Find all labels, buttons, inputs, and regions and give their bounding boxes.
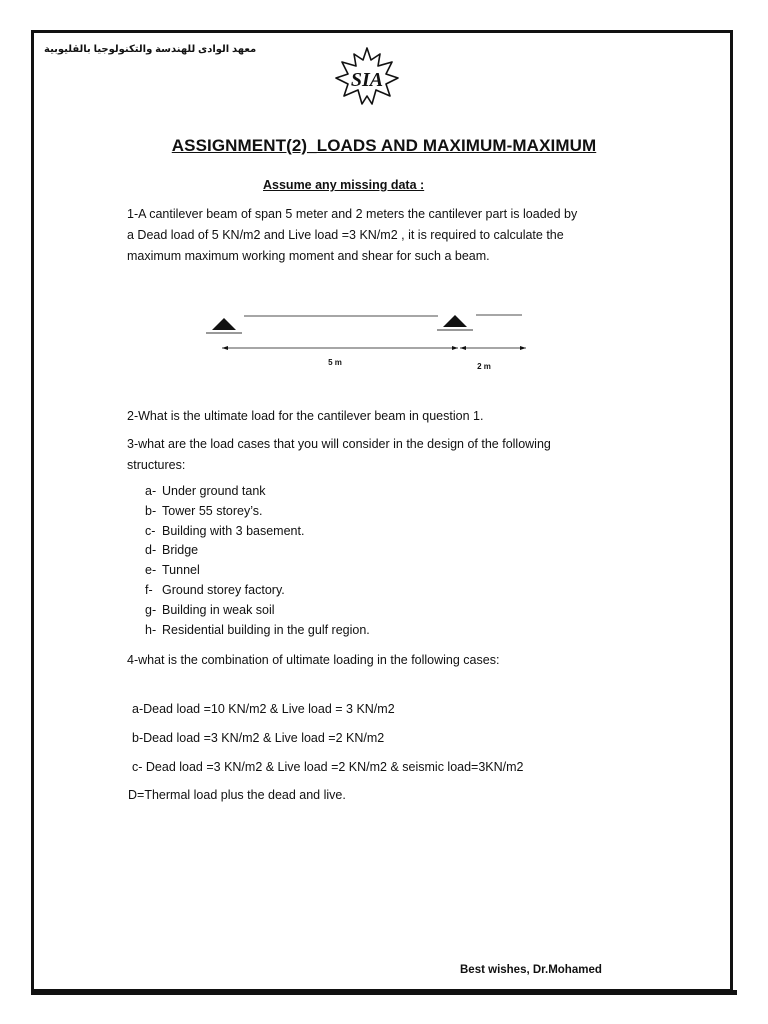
list-marker: h- (145, 622, 157, 637)
right-support-icon (443, 315, 467, 327)
assume-note: Assume any missing data : (263, 178, 425, 192)
page-border (31, 30, 733, 992)
question-3: 3-what are the load cases that you will consider in the design of the following structures: (127, 437, 551, 472)
list-item-text: Building with 3 basement. (162, 523, 305, 538)
list-marker: e- (145, 563, 157, 578)
list-item (145, 601, 370, 621)
question-4: 4-what is the combination of ultimate loading in the following cases: (127, 653, 500, 667)
page-border-bottom-rule (31, 990, 737, 995)
question-1: 1-A cantilever beam of span 5 meter and 2 meters the cantilever part is loaded by a Dead load of 5 KN/m2 and Live load =3 KN/m2 , it is required to calculate the maximum maximum working moment and shear for such a beam. (127, 207, 578, 263)
list-marker: b- (145, 503, 157, 518)
assignment-title: ASSIGNMENT(2)_LOADS AND MAXIMUM-MAXIMUM (171, 136, 597, 155)
list-item (145, 561, 370, 581)
list-marker: f- (145, 582, 153, 597)
list-item (145, 482, 370, 502)
left-support-icon (212, 318, 236, 330)
span-arrow-right-icon (452, 346, 458, 350)
list-item (145, 522, 370, 542)
cantilever-arrow-left-icon (460, 346, 466, 350)
logo-text: SIA (350, 69, 384, 91)
institute-name: معهد الوادى للهندسة والتكنولوجيا بالقليوبية (44, 44, 257, 55)
list-item-text: Tunnel (162, 563, 200, 578)
list-item-text: Residential building in the gulf region. (162, 622, 370, 637)
cantilever-arrow-right-icon (520, 346, 526, 350)
list-marker: c- (145, 523, 156, 538)
list-item-text: Building in weak soil (162, 602, 275, 617)
span-label: 5 m (328, 358, 342, 367)
list-marker: a- (145, 484, 157, 498)
list-item-text: Tower 55 storey’s. (162, 503, 263, 518)
cantilever-label: 2 m (477, 362, 491, 371)
case-a: a-Dead load =10 KN/m2 & Live load = 3 KN/m2 (132, 702, 395, 716)
list-item (145, 541, 370, 561)
institute-logo (334, 46, 400, 108)
beam-diagram (200, 306, 540, 378)
list-item (145, 581, 370, 601)
span-arrow-left-icon (222, 346, 228, 350)
list-marker: d- (145, 543, 157, 558)
case-b: b-Dead load =3 KN/m2 & Live load =2 KN/m2 (132, 731, 385, 745)
case-c: c- Dead load =3 KN/m2 & Live load =2 KN/m2 & seismic load=3KN/m2 (132, 760, 524, 774)
list-item (145, 502, 370, 522)
list-item-text: Bridge (162, 543, 199, 558)
list-item (145, 621, 370, 641)
list-item-text: Ground storey factory. (162, 582, 285, 597)
question-2: 2-What is the ultimate load for the cantilever beam in question 1. (127, 409, 484, 423)
signature: Best wishes, Dr.Mohamed (460, 964, 602, 976)
structures-list (145, 482, 370, 640)
case-d: D=Thermal load plus the dead and live. (128, 788, 346, 802)
list-marker: g- (145, 602, 157, 617)
list-item-text: Under ground tank (162, 484, 266, 498)
